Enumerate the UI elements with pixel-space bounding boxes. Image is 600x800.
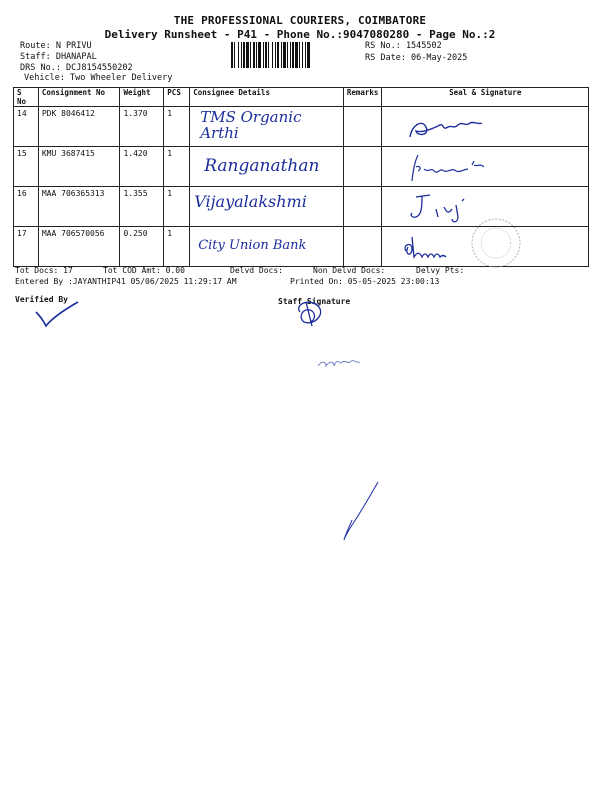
row-sno: 16 xyxy=(14,187,39,227)
delivered-docs: Delvd Docs: xyxy=(230,266,283,275)
header-weight: Weight xyxy=(120,88,164,107)
consignee-handwriting: Ranganathan xyxy=(204,156,320,176)
runsheet-subtitle: Delivery Runsheet - P41 - Phone No.:9047080280 - Page No.:2 xyxy=(104,28,496,41)
header-consignment: Consignment No xyxy=(38,88,120,107)
verified-by-label: Verified By xyxy=(15,295,68,304)
header-sno: S No xyxy=(14,88,39,107)
non-delivered-docs: Non Delvd Docs: xyxy=(313,266,386,275)
company-title: THE PROFESSIONAL COURIERS, COIMBATORE xyxy=(173,14,427,27)
row-pcs: 1 xyxy=(164,227,190,267)
row-pcs: 1 xyxy=(164,107,190,147)
row-weight: 1.355 xyxy=(120,187,164,227)
row-weight: 1.370 xyxy=(120,107,164,147)
row-consignment: PDK 8046412 xyxy=(38,107,120,147)
printed-on: Printed On: 05-05-2025 23:00:13 xyxy=(290,277,440,286)
header-pcs: PCS xyxy=(164,88,190,107)
row-sno: 14 xyxy=(14,107,39,147)
drs-number: DRS No.: DCJ8154550202 xyxy=(20,63,133,73)
header-consignee: Consignee Details xyxy=(190,88,344,107)
header-remarks: Remarks xyxy=(343,88,382,107)
route-label: Route: N PRIVU xyxy=(20,41,92,51)
consignee-handwriting: City Union Bank xyxy=(198,238,307,253)
total-docs: Tot Docs: 17 xyxy=(15,266,73,275)
row-pcs: 1 xyxy=(164,187,190,227)
row-weight: 1.420 xyxy=(120,147,164,187)
row-sno: 17 xyxy=(14,227,39,267)
delivery-points: Delvy Pts: xyxy=(416,266,465,275)
consignee-handwriting: Vijayalakshmi xyxy=(194,192,307,211)
rs-number: RS No.: 1545502 xyxy=(365,41,442,51)
row-pcs: 1 xyxy=(164,147,190,187)
header-seal-signature: Seal & Signature xyxy=(382,88,589,107)
row-consignment: KMU 3687415 xyxy=(38,147,120,187)
row-consignment: MAA 706570056 xyxy=(38,227,120,267)
vehicle-label: Vehicle: Two Wheeler Delivery xyxy=(24,73,173,83)
row-consignment: MAA 706365313 xyxy=(38,187,120,227)
consignee-handwriting: TMS Organic Arthi xyxy=(200,108,302,142)
staff-label: Staff: DHANAPAL xyxy=(20,52,97,62)
entered-by: Entered By :JAYANTHIP41 05/06/2025 11:29:17 AM xyxy=(15,277,237,286)
row-sno: 15 xyxy=(14,147,39,187)
rs-date: RS Date: 06-May-2025 xyxy=(365,53,468,63)
staff-signature-label: Staff Signature xyxy=(278,297,351,306)
row-weight: 0.250 xyxy=(120,227,164,267)
total-cod-amount: Tot COD Amt: 0.00 xyxy=(103,266,185,275)
